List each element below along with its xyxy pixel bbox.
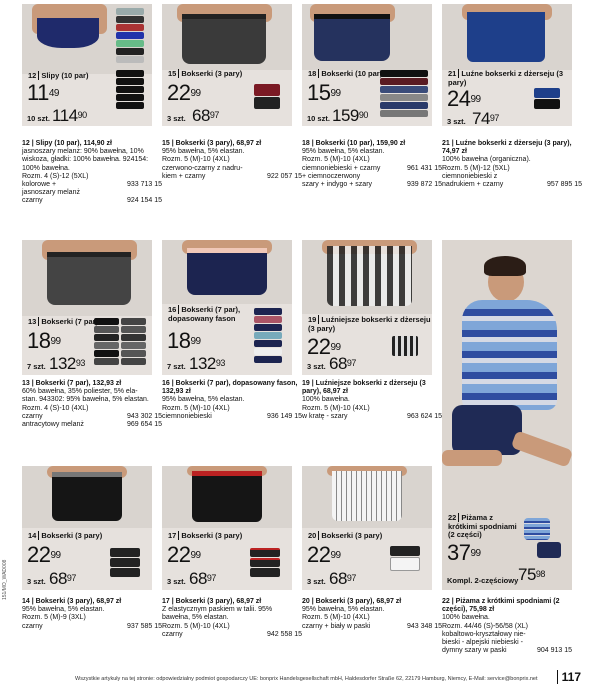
multi-price: $68^{97}$	[329, 354, 356, 373]
multi-price: $68^{97}$	[192, 106, 219, 125]
multi-qty: 3 szt.	[307, 577, 326, 586]
product-photo	[162, 240, 292, 304]
product-description-16: 16 | Bokserki (7 par), dopasowany fason, 132,93 zł 95% bawełna, 5% elastan. Rozm. 5 (M)-10 (4XL) ciemnoniebieski 936 149 15	[162, 380, 302, 420]
product-tile-15[interactable]	[162, 4, 292, 126]
unit-price: $22^{99}$	[167, 542, 201, 567]
multi-qty: 10 szt.	[27, 114, 50, 123]
multi-price: $132^{93}$	[189, 354, 225, 373]
unit-price: $37^{99}$	[447, 540, 481, 565]
color-stack-swatch	[380, 70, 428, 117]
product-photo	[22, 466, 152, 528]
multi-price: $74^{97}$	[472, 109, 499, 126]
side-code: 151/MO_WAD008	[2, 559, 8, 600]
color-stack-swatch	[534, 88, 560, 109]
model-photo	[442, 240, 572, 510]
multi-price: $68^{97}$	[49, 569, 76, 588]
multi-qty: 7 szt.	[167, 362, 186, 371]
unit-price: $22^{99}$	[307, 334, 341, 359]
product-description-15: 15 | Bokserki (3 pary), 68,97 zł 95% bawełna, 5% elastan. Rozm. 5 (M)-10 (4XL) czerwono-czarny z nadru- kiem + czarny 922 057 15	[162, 140, 302, 180]
product-label: 21 Luźne bokserki z dżerseju (3 pary)	[448, 69, 564, 87]
product-label: 13 Bokserki (7 par)	[28, 317, 99, 326]
grey-stack-swatch	[121, 318, 146, 365]
product-tile-22[interactable]	[442, 240, 572, 590]
product-label: 22 Piżama z krótkimi spodniami (2 części)	[448, 513, 517, 539]
product-description-22: 22 | Piżama z krótkimi spodniami (2 części), 75,98 zł 100% bawełna. Rozm. 44/46 (S)-56/58 (XL) kobaltowo-kryształowy nie- bieski - alpejski niebieski - dymny szary w paski 904 913 15	[442, 598, 572, 655]
unit-price: $11^{49}$	[27, 80, 59, 105]
product-tile-16[interactable]	[162, 240, 292, 375]
pajama-shorts-swatch	[537, 542, 561, 558]
page-number: 117	[557, 670, 581, 684]
product-tile-18[interactable]	[302, 4, 432, 126]
multi-qty: 3 szt.	[167, 114, 186, 123]
product-photo	[442, 4, 572, 70]
product-label: 15 Bokserki (3 pary)	[168, 69, 243, 78]
multi-price: $68^{97}$	[189, 569, 216, 588]
product-description-21: 21 | Luźne bokserki z dżerseju (3 pary), 74,97 zł 100% bawełna (organiczna). Rozm. 5 (M)-12 (5XL) ciemnoniebieski z nadrukiem + czarny 957 895 15	[442, 140, 582, 189]
product-label: 14 Bokserki (3 pary)	[28, 531, 103, 540]
unit-price: $18^{99}$	[27, 328, 61, 353]
multi-qty: 7 szt.	[27, 362, 46, 371]
multi-price: $114^{90}$	[52, 106, 87, 125]
multi-qty: 3 szt.	[307, 362, 326, 371]
color-stack-swatch	[110, 548, 140, 577]
product-description-14: 14 | Bokserki (3 pary), 68,97 zł 95% bawełna, 5% elastan. Rozm. 5 (M)-9 (3XL) czarny 937 585 15	[22, 598, 162, 630]
product-photo	[162, 4, 292, 70]
unit-price: $18^{99}$	[167, 328, 201, 353]
product-photo	[302, 240, 432, 314]
multi-qty: 10 szt.	[307, 114, 330, 123]
product-tile-19[interactable]	[302, 240, 432, 375]
product-tile-20[interactable]	[302, 466, 432, 590]
product-photo	[22, 4, 152, 74]
footer-legal: Wszystkie artykuły na tej stronie: odpowiedzialny podmiot gospodarczy UE: bonprix Handelsgesellschaft mbH, Haldesdorfer Straße 62, 22179 Hamburg, Niemcy, E-Mail: service@bonprix.net	[75, 676, 538, 682]
product-description-12: 12 | Slipy (10 par), 114,90 zł jasnoszary melanż: 90% bawełna, 10% wiskoza, gładki: 100% bawełna. 924154: 100% bawełna. Rozm. 4 (S)-12 (5XL) kolorowe + 933 713 15 jasnoszary melanż czarny 924 154 15	[22, 140, 162, 205]
product-label: 12 Slipy (10 par)	[28, 71, 89, 80]
product-description-18: 18 | Bokserki (10 par), 159,90 zł 95% bawełna, 5% elastan. Rozm. 5 (M)-10 (4XL) ciemnoniebieski + czarny 961 431 15 + ciemnoczerwony szary + indygo + szary 939 872 15	[302, 140, 442, 189]
color-stack-swatch	[116, 8, 144, 63]
product-label: 17 Bokserki (3 pary)	[168, 531, 243, 540]
product-label: 19 Luźniejsze bokserki z dżerseju (3 pary)	[308, 315, 431, 333]
multi-price: $75^{98}$	[518, 565, 545, 584]
color-stack-swatch	[254, 84, 280, 109]
product-label: 16 Bokserki (7 par), dopasowany fason	[168, 305, 241, 323]
unit-price: $22^{99}$	[307, 542, 341, 567]
product-tile-14[interactable]	[22, 466, 152, 590]
product-description-13: 13 | Bokserki (7 par), 132,93 zł 60% bawełna, 35% poliester, 5% ela- stan. 943302: 95% bawełna, 5% elastan. Rozm. 4 (S)-10 (4XL) czarny 943 302 15 antracytowy melanż 969 654 15	[22, 380, 162, 429]
product-tile-17[interactable]	[162, 466, 292, 590]
product-tile-21[interactable]	[442, 4, 572, 126]
unit-price: $22^{99}$	[167, 80, 201, 105]
product-label: 18 Bokserki (10 par)	[308, 69, 383, 78]
color-stack-swatch	[250, 548, 280, 577]
multi-qty: 3 szt.	[167, 577, 186, 586]
unit-price: $15^{99}$	[307, 80, 341, 105]
multi-qty: 3 szt.	[447, 117, 466, 126]
multi-price: $68^{97}$	[329, 569, 356, 588]
multi-qty: 3 szt.	[27, 577, 46, 586]
unit-price: $24^{99}$	[447, 86, 481, 111]
color-stack-swatch	[254, 308, 282, 363]
multi-price: $132^{93}$	[49, 354, 85, 373]
color-stack-swatch	[392, 336, 418, 356]
product-tile-12[interactable]	[22, 4, 152, 126]
unit-price: $22^{99}$	[27, 542, 61, 567]
black-stack-swatch	[116, 70, 144, 109]
product-photo	[162, 466, 292, 528]
multi-price: $159^{90}$	[332, 106, 368, 125]
multi-qty: Kompl. 2-częściowy	[447, 576, 519, 585]
product-tile-13[interactable]	[22, 240, 152, 375]
product-description-17: 17 | Bokserki (3 pary), 68,97 zł Z elastycznym paskiem w talii. 95% bawełna, 5% elastan. Rozm. 5 (M)-10 (4XL) czarny 942 558 15	[162, 598, 302, 638]
color-stack-swatch	[390, 546, 420, 571]
product-description-20: 20 | Bokserki (3 pary), 68,97 zł 95% bawełna, 5% elastan. Rozm. 5 (M)-10 (4XL) czarny + biały w paski 943 348 15	[302, 598, 442, 630]
product-label: 20 Bokserki (3 pary)	[308, 531, 383, 540]
product-description-19: 19 | Luźniejsze bokserki z dżerseju (3 pary), 68,97 zł 100% bawełna. Rozm. 5 (M)-10 (4XL) w kratę - szary 963 624 15	[302, 380, 442, 420]
product-photo	[302, 466, 432, 528]
product-photo	[22, 240, 152, 316]
pajama-top-swatch	[524, 518, 550, 540]
product-photo	[302, 4, 432, 70]
